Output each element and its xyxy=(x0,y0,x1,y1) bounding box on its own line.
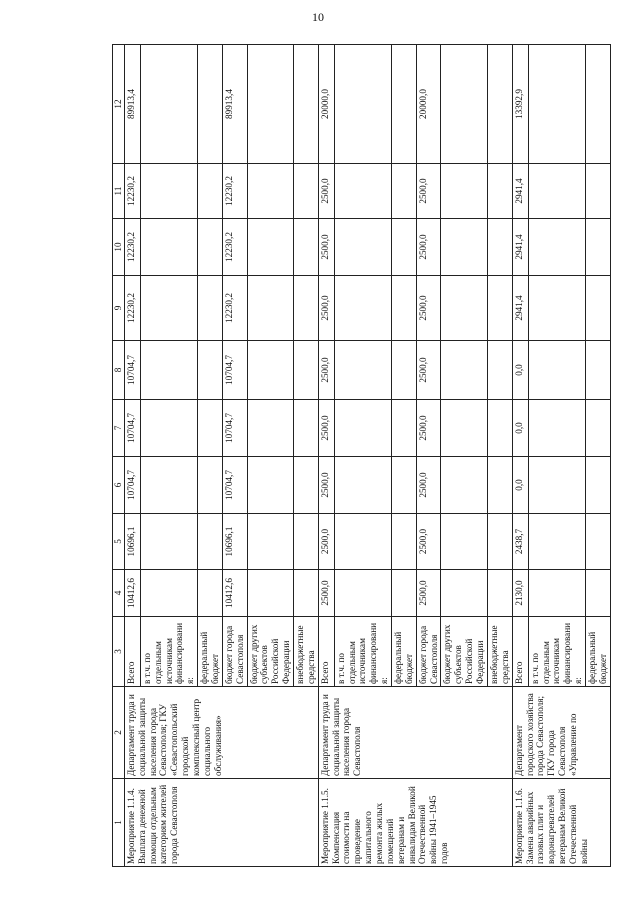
source-cell: федеральный бюджет xyxy=(198,617,223,687)
value-cell xyxy=(247,400,293,457)
value-cell xyxy=(198,341,223,400)
source-cell: внебюджетные средства xyxy=(294,617,319,687)
value-cell xyxy=(585,219,610,276)
value-cell xyxy=(334,457,391,514)
value-cell xyxy=(392,341,417,400)
value-cell: 12230,2 xyxy=(222,164,247,219)
value-cell xyxy=(528,570,585,617)
rotated-table-container xyxy=(112,45,612,867)
value-cell xyxy=(140,457,197,514)
value-cell xyxy=(294,219,319,276)
value-cell xyxy=(247,570,293,617)
header-cell: 12 xyxy=(113,45,125,164)
value-cell xyxy=(392,514,417,570)
value-cell: 0,0 xyxy=(512,457,528,514)
value-cell xyxy=(334,219,391,276)
source-cell: в т.ч. по отдельным источникам финансирования: xyxy=(140,617,197,687)
value-cell xyxy=(198,400,223,457)
value-cell xyxy=(294,514,319,570)
value-cell: 2500,0 xyxy=(318,457,334,514)
value-cell xyxy=(198,276,223,341)
value-cell: 12230,2 xyxy=(222,276,247,341)
value-cell xyxy=(441,341,487,400)
value-cell xyxy=(392,219,417,276)
value-cell xyxy=(140,514,197,570)
value-cell: 10696,1 xyxy=(124,514,140,570)
value-cell xyxy=(198,570,223,617)
value-cell xyxy=(334,400,391,457)
value-cell: 2500,0 xyxy=(416,400,441,457)
executor-cell: Департамент городского хозяйства города Севастополя; ГКУ города Севастополя «Управление по xyxy=(512,687,610,779)
value-cell xyxy=(294,457,319,514)
value-cell: 2500,0 xyxy=(318,400,334,457)
value-cell xyxy=(441,570,487,617)
header-cell: 11 xyxy=(113,164,125,219)
source-cell: федеральный бюджет xyxy=(392,617,417,687)
value-cell: 13392,9 xyxy=(512,45,528,164)
value-cell xyxy=(528,514,585,570)
value-cell xyxy=(441,45,487,164)
header-cell: 8 xyxy=(113,341,125,400)
value-cell: 10696,1 xyxy=(222,514,247,570)
value-cell: 12230,2 xyxy=(124,219,140,276)
value-cell: 2500,0 xyxy=(318,570,334,617)
value-cell xyxy=(334,570,391,617)
value-cell xyxy=(441,276,487,341)
value-cell: 89913,4 xyxy=(124,45,140,164)
value-cell: 2500,0 xyxy=(318,514,334,570)
value-cell xyxy=(294,164,319,219)
value-cell xyxy=(247,341,293,400)
value-cell xyxy=(198,514,223,570)
page-number: 10 xyxy=(312,10,324,24)
value-cell xyxy=(585,45,610,164)
value-cell xyxy=(487,219,512,276)
event-cell: Мероприятие 1.1.6. Замена аварийных газовых плит и водонагревателей ветеранам Великой Отечественной войны xyxy=(512,779,610,867)
value-cell: 10704,7 xyxy=(222,341,247,400)
header-cell: 5 xyxy=(113,514,125,570)
value-cell: 2500,0 xyxy=(318,276,334,341)
value-cell xyxy=(140,219,197,276)
value-cell xyxy=(392,164,417,219)
value-cell: 12230,2 xyxy=(124,276,140,341)
header-cell: 3 xyxy=(113,617,125,687)
value-cell: 2500,0 xyxy=(318,341,334,400)
source-cell: Всего xyxy=(512,617,528,687)
source-cell: Всего xyxy=(124,617,140,687)
value-cell xyxy=(392,276,417,341)
value-cell xyxy=(140,400,197,457)
value-cell: 2500,0 xyxy=(416,219,441,276)
value-cell xyxy=(247,45,293,164)
header-cell: 9 xyxy=(113,276,125,341)
value-cell: 12230,2 xyxy=(124,164,140,219)
value-cell xyxy=(441,400,487,457)
value-cell: 10704,7 xyxy=(124,341,140,400)
value-cell xyxy=(528,276,585,341)
value-cell xyxy=(294,276,319,341)
table-row xyxy=(124,45,140,867)
event-cell: Мероприятие 1.1.4. Выплата денежной помощи отдельным категориям жителей города Севастополя xyxy=(124,779,318,867)
value-cell xyxy=(487,457,512,514)
value-cell xyxy=(441,457,487,514)
value-cell: 2438,7 xyxy=(512,514,528,570)
source-cell: федеральный бюджет xyxy=(585,617,610,687)
budget-table xyxy=(112,44,611,867)
value-cell xyxy=(247,164,293,219)
value-cell: 2500,0 xyxy=(416,570,441,617)
source-cell: Всего xyxy=(318,617,334,687)
value-cell xyxy=(294,341,319,400)
value-cell: 2500,0 xyxy=(416,164,441,219)
value-cell xyxy=(294,45,319,164)
value-cell xyxy=(294,570,319,617)
value-cell: 20000,0 xyxy=(318,45,334,164)
value-cell xyxy=(585,570,610,617)
value-cell: 10412,6 xyxy=(222,570,247,617)
value-cell xyxy=(334,164,391,219)
value-cell xyxy=(585,400,610,457)
value-cell xyxy=(528,164,585,219)
value-cell: 2500,0 xyxy=(318,219,334,276)
executor-cell: Департамент труда и социальной защиты населения города Севастополя xyxy=(318,687,512,779)
table-row xyxy=(512,45,528,867)
value-cell xyxy=(334,45,391,164)
value-cell xyxy=(334,276,391,341)
table-header-row xyxy=(113,45,125,867)
value-cell: 10704,7 xyxy=(124,457,140,514)
value-cell xyxy=(487,514,512,570)
value-cell: 2130,0 xyxy=(512,570,528,617)
value-cell xyxy=(392,457,417,514)
value-cell: 0,0 xyxy=(512,400,528,457)
value-cell xyxy=(487,164,512,219)
value-cell: 2500,0 xyxy=(416,514,441,570)
value-cell: 2500,0 xyxy=(416,457,441,514)
header-cell: 6 xyxy=(113,457,125,514)
source-cell: бюджет других субъектов Российской Федерации xyxy=(441,617,487,687)
value-cell xyxy=(441,514,487,570)
value-cell xyxy=(487,341,512,400)
value-cell: 2500,0 xyxy=(416,276,441,341)
value-cell xyxy=(487,45,512,164)
value-cell xyxy=(585,457,610,514)
value-cell xyxy=(140,45,197,164)
value-cell: 2500,0 xyxy=(416,341,441,400)
value-cell: 2941,4 xyxy=(512,164,528,219)
value-cell xyxy=(198,164,223,219)
value-cell: 10704,7 xyxy=(222,457,247,514)
value-cell xyxy=(392,570,417,617)
value-cell xyxy=(198,219,223,276)
value-cell: 12230,2 xyxy=(222,219,247,276)
value-cell: 89913,4 xyxy=(222,45,247,164)
value-cell xyxy=(528,219,585,276)
value-cell xyxy=(487,276,512,341)
value-cell xyxy=(392,400,417,457)
value-cell xyxy=(140,276,197,341)
source-cell: внебюджетные средства xyxy=(487,617,512,687)
value-cell xyxy=(441,219,487,276)
value-cell xyxy=(198,45,223,164)
source-cell: бюджет других субъектов Российской Федерации xyxy=(247,617,293,687)
value-cell xyxy=(247,219,293,276)
executor-cell: Департамент труда и социальной защиты населения города Севастополя; ГКУ «Севастопольский городской комплексный центр социального обслуживания» xyxy=(124,687,318,779)
value-cell xyxy=(140,341,197,400)
value-cell xyxy=(585,341,610,400)
value-cell xyxy=(487,570,512,617)
value-cell xyxy=(585,514,610,570)
source-cell: в т.ч. по отдельным источникам финансирования: xyxy=(334,617,391,687)
value-cell xyxy=(441,164,487,219)
value-cell: 10704,7 xyxy=(222,400,247,457)
value-cell xyxy=(334,514,391,570)
value-cell xyxy=(140,570,197,617)
value-cell xyxy=(528,457,585,514)
value-cell xyxy=(528,45,585,164)
event-cell: Мероприятие 1.1.5. Компенсация стоимости на проведение капитального ремонта жилых помещений ветеранам и инвалидам Великой Отечественной войны 1941–1945 годов xyxy=(318,779,512,867)
value-cell xyxy=(487,400,512,457)
value-cell xyxy=(528,400,585,457)
table-row xyxy=(318,45,334,867)
header-cell: 2 xyxy=(113,687,125,779)
value-cell xyxy=(198,457,223,514)
source-cell: в т.ч. по отдельным источникам финансирования: xyxy=(528,617,585,687)
value-cell: 2500,0 xyxy=(318,164,334,219)
value-cell xyxy=(392,45,417,164)
value-cell: 10704,7 xyxy=(124,400,140,457)
value-cell xyxy=(247,514,293,570)
value-cell xyxy=(334,341,391,400)
value-cell: 2941,4 xyxy=(512,219,528,276)
value-cell xyxy=(247,276,293,341)
value-cell: 20000,0 xyxy=(416,45,441,164)
value-cell xyxy=(247,457,293,514)
value-cell: 10412,6 xyxy=(124,570,140,617)
header-cell: 10 xyxy=(113,219,125,276)
value-cell xyxy=(528,341,585,400)
value-cell: 0,0 xyxy=(512,341,528,400)
value-cell xyxy=(585,276,610,341)
header-cell: 4 xyxy=(113,570,125,617)
header-cell: 7 xyxy=(113,400,125,457)
header-cell: 1 xyxy=(113,779,125,867)
value-cell: 2941,4 xyxy=(512,276,528,341)
source-cell: бюджет города Севастополя xyxy=(416,617,441,687)
source-cell: бюджет города Севастополя xyxy=(222,617,247,687)
value-cell xyxy=(140,164,197,219)
value-cell xyxy=(294,400,319,457)
value-cell xyxy=(585,164,610,219)
